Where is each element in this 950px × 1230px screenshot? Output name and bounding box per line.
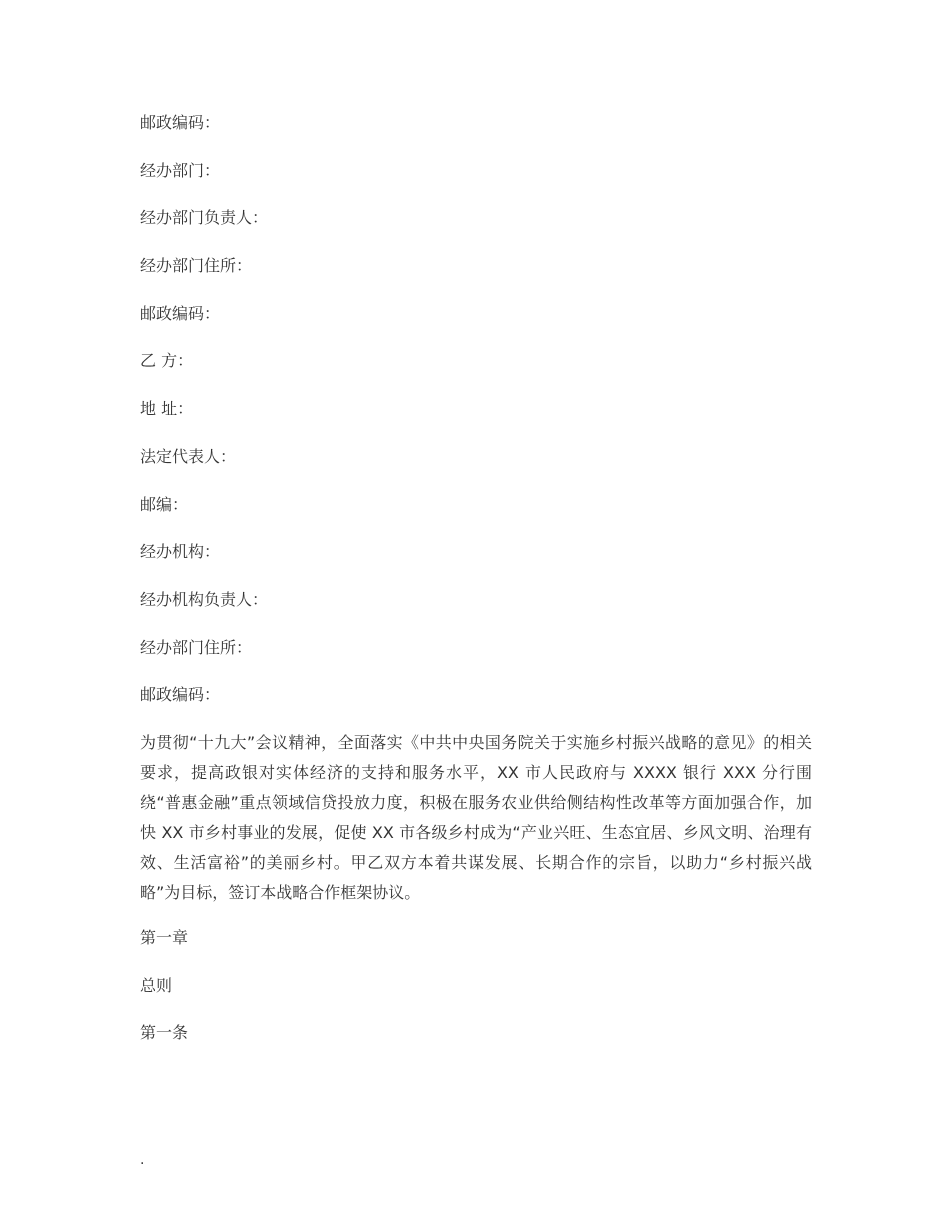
department-address-label: 经办部门住所： — [140, 256, 253, 276]
postcode-label: 邮编： — [140, 494, 189, 514]
postal-code-label: 邮政编码： — [140, 685, 221, 705]
section-title: 总则 — [140, 975, 173, 995]
handling-department-label: 经办部门： — [140, 160, 221, 180]
department-address-label: 经办部门住所： — [140, 637, 253, 657]
chapter-heading: 第一章 — [140, 927, 189, 947]
postal-code-label: 邮政编码： — [140, 113, 221, 132]
postal-code-label: 邮政编码： — [140, 303, 221, 323]
department-head-label: 经办部门负责人： — [140, 208, 269, 228]
page-marker: . — [140, 1152, 145, 1168]
article-heading: 第一条 — [140, 1023, 189, 1043]
document-content — [140, 111, 812, 1069]
handling-institution-label: 经办机构： — [140, 542, 221, 562]
institution-head-label: 经办机构负责人： — [140, 589, 269, 609]
party-b-label: 乙 方： — [140, 351, 194, 371]
agreement-preamble: 为贯彻“十九大”会议精神，全面落实《中共中央国务院关于实施乡村振兴战略的意见》的相关要求，提高政银对实体经济的支持和服务水平，XX 市人民政府与 XXXX 银行 XXX 分行围绕“普惠金融”重点领域信贷投放力度，积极在服务农业供给侧结构性改革等方面加强合作，加快 XX 市乡村事业的发展，促使 XX 市各级乡村成为“产业兴旺、生态宜居、乡风文明、治理有效、生活富裕”的美丽乡村。甲乙双方本着共谋发展、长期合作的宗旨，以助力“乡村振兴战略”为目标，签订本战略合作框架协议。 — [140, 732, 812, 902]
address-label: 地 址： — [140, 399, 194, 419]
legal-representative-label: 法定代表人： — [140, 446, 237, 466]
